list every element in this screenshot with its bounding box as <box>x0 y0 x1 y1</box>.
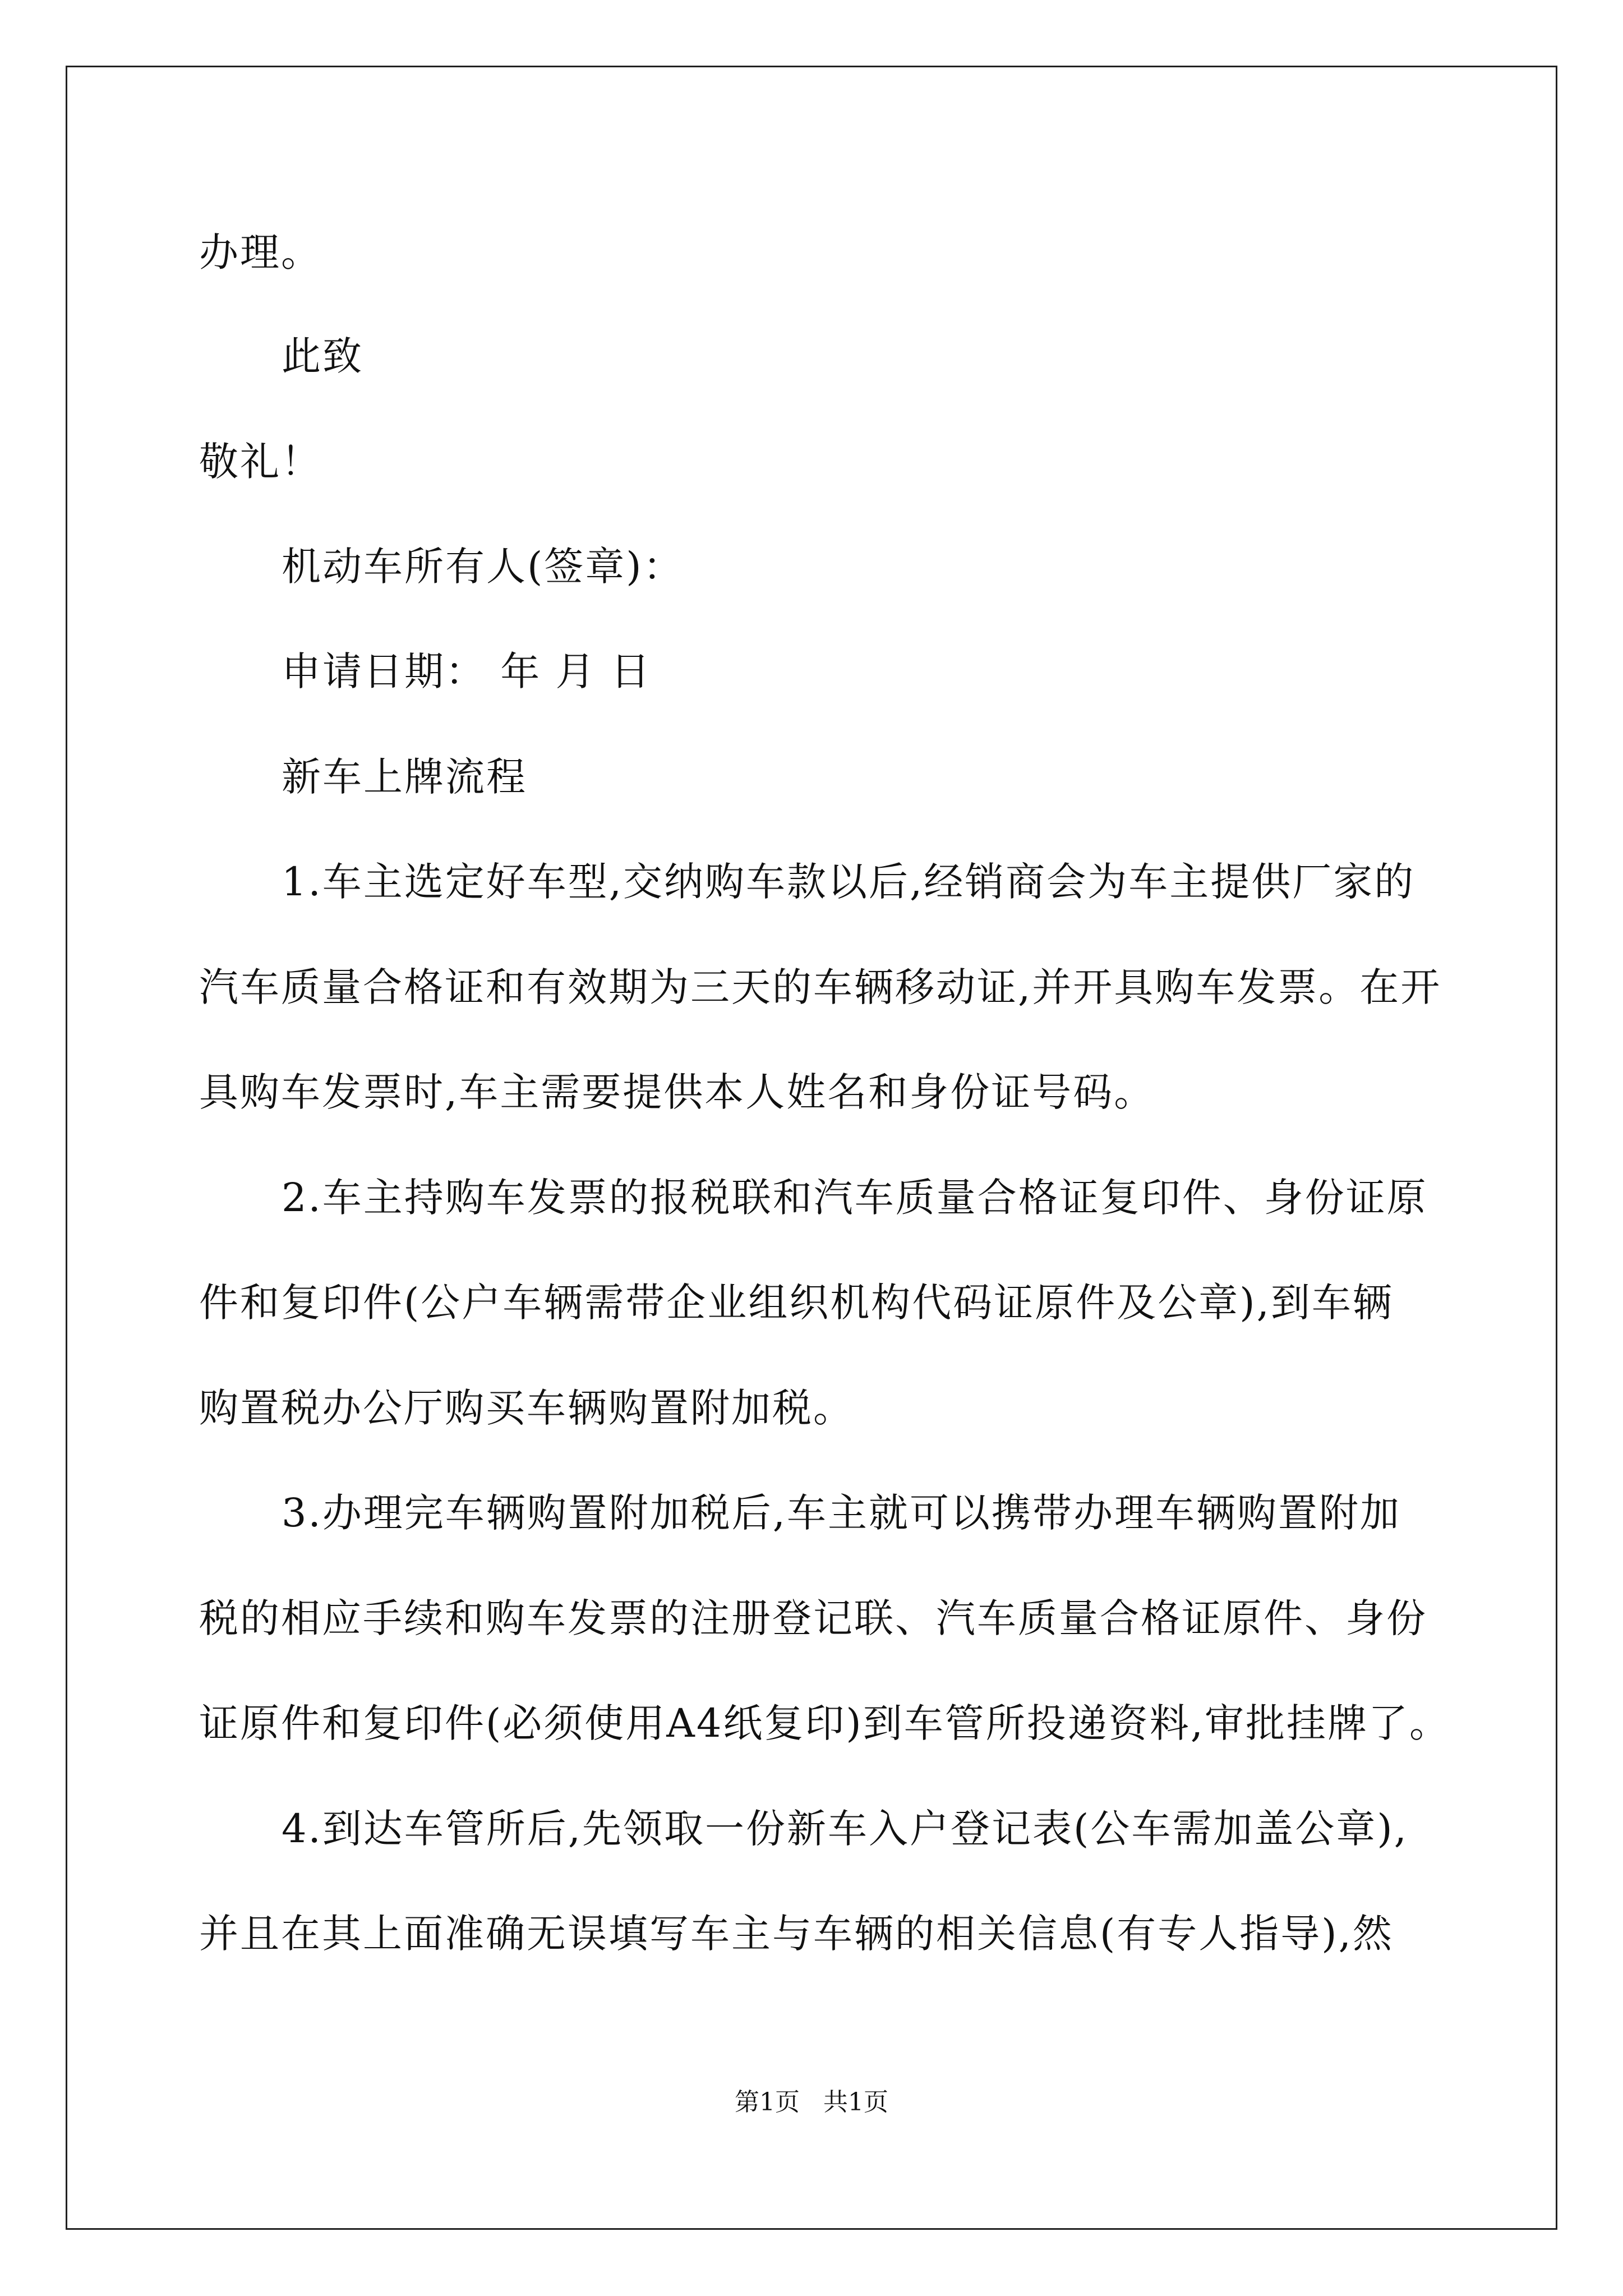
page-border <box>66 66 1557 2230</box>
text-line: 税的相应手续和购车发票的注册登记联、汽车质量合格证原件、身份 <box>199 1595 1427 1641</box>
text-line: 件和复印件(公户车辆需带企业组织机构代码证原件及公章),到车辆 <box>199 1280 1394 1326</box>
text-line: 汽车质量合格证和有效期为三天的车辆移动证,并开具购车发票。在开 <box>199 964 1442 1010</box>
text-line: 1.车主选定好车型,交纳购车款以后,经销商会为车主提供厂家的 <box>282 859 1415 905</box>
text-line: 证原件和复印件(必须使用A4纸复印)到车管所投递资料,审批挂牌了。 <box>199 1700 1450 1746</box>
text-line: 敬礼！ <box>199 439 322 485</box>
text-line: 机动车所有人(签章)： <box>282 544 684 590</box>
text-line: 办理。 <box>199 229 322 275</box>
text-line: 此致 <box>282 333 363 379</box>
text-line: 购置税办公厅购买车辆购置附加税。 <box>199 1385 854 1431</box>
text-line: 4.到达车管所后,先领取一份新车入户登记表(公车需加盖公章), <box>282 1806 1408 1852</box>
text-line: 并且在其上面准确无误填写车主与车辆的相关信息(有专人指导),然 <box>199 1911 1394 1957</box>
text-line: 申请日期： 年 月 日 <box>282 648 652 694</box>
text-line: 2.车主持购车发票的报税联和汽车质量合格证复印件、身份证原 <box>282 1175 1428 1221</box>
text-line: 具购车发票时,车主需要提供本人姓名和身份证号码。 <box>199 1069 1155 1115</box>
text-line: 新车上牌流程 <box>282 754 527 800</box>
page-footer: 第1页 共1页 <box>735 2088 888 2116</box>
text-line: 3.办理完车辆购置附加税后,车主就可以携带办理车辆购置附加 <box>282 1490 1401 1536</box>
